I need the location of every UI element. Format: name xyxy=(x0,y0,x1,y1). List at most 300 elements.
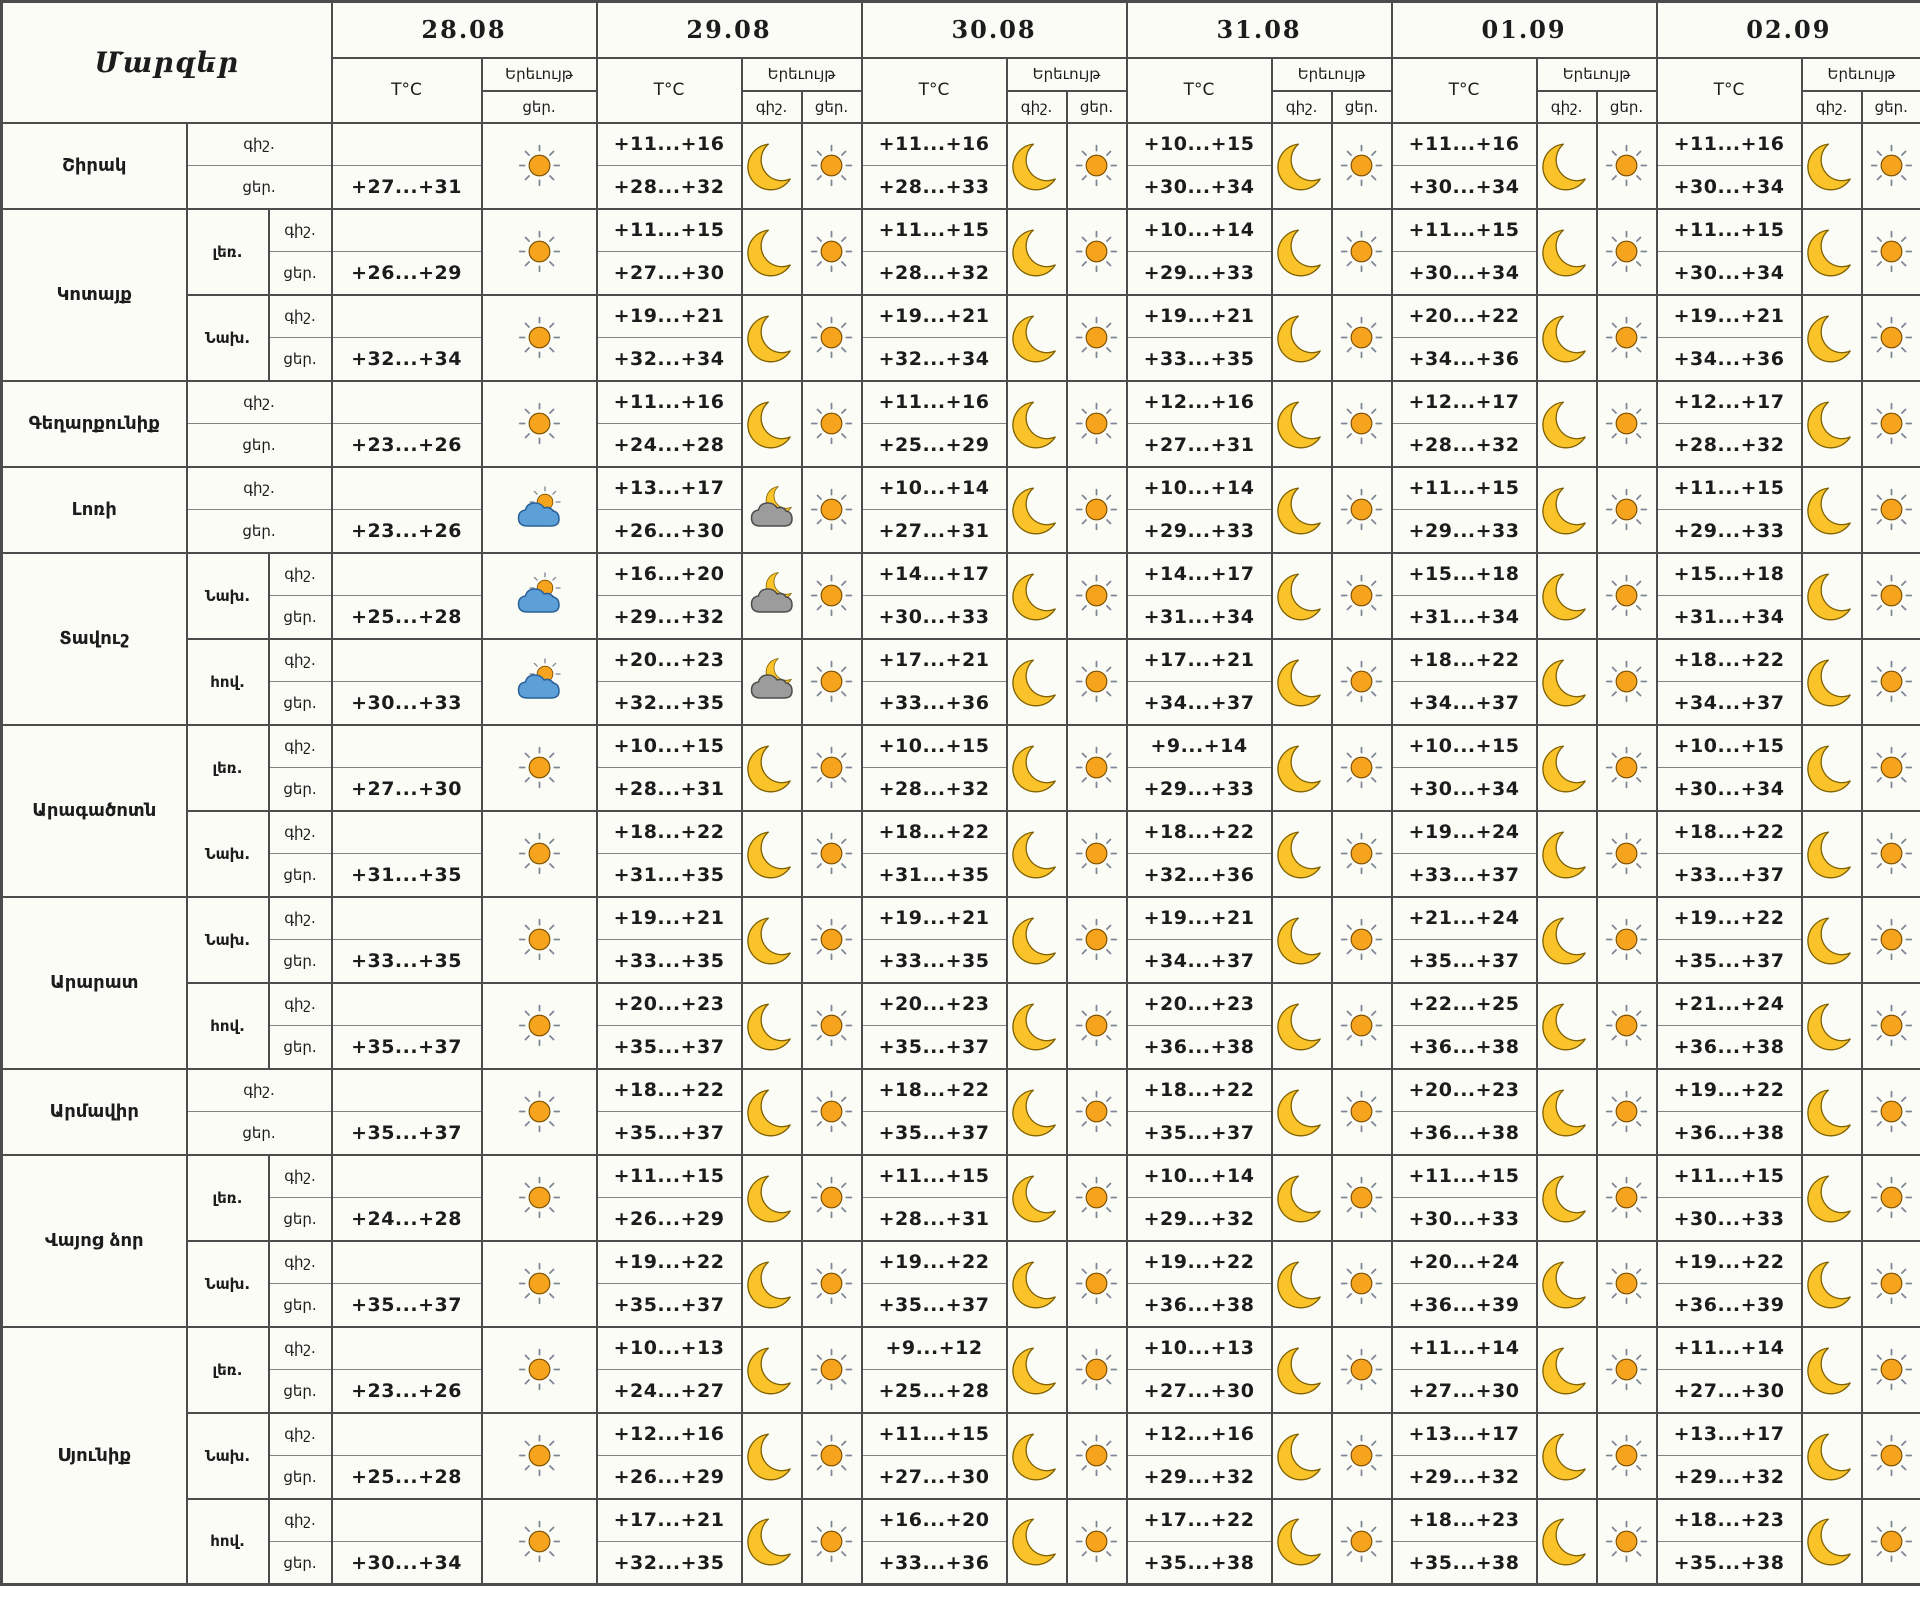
day-temp-cell: +26...+29 xyxy=(597,1456,742,1499)
day-temp-cell: +23...+26 xyxy=(332,510,482,553)
moon-icon xyxy=(1011,742,1063,794)
sun-icon xyxy=(1869,573,1914,618)
day-temp-cell: +29...+33 xyxy=(1392,510,1537,553)
day-row-label: ցեր. xyxy=(269,1198,332,1241)
moon-icon xyxy=(746,1515,798,1567)
day-weather-icon-cell xyxy=(1597,381,1657,467)
day-weather-icon-cell xyxy=(1332,209,1392,295)
day-weather-icon-cell xyxy=(1332,553,1392,639)
day-weather-icon-cell xyxy=(1597,1413,1657,1499)
day-weather-icon-cell xyxy=(1597,295,1657,381)
day-temp-cell: +33...+35 xyxy=(862,940,1007,983)
night-temp-cell: +17...+21 xyxy=(1127,639,1272,682)
night-temp-cell: +12...+16 xyxy=(1127,1413,1272,1456)
night-weather-icon-cell xyxy=(1007,295,1067,381)
forecast-row-night xyxy=(2,295,1920,338)
night-weather-icon-cell xyxy=(742,639,802,725)
sun-icon xyxy=(809,401,854,446)
night-temp-cell xyxy=(332,1327,482,1370)
day-weather-icon-cell xyxy=(1067,1413,1127,1499)
night-temp-cell: +18...+22 xyxy=(1657,639,1802,682)
day-weather-icon-cell xyxy=(802,295,862,381)
night-col-header: գիշ. xyxy=(1007,91,1067,123)
day-row-label: ցեր. xyxy=(187,424,332,467)
sun-icon xyxy=(1339,573,1384,618)
day-weather-icon-cell xyxy=(1332,811,1392,897)
night-temp-cell: +11...+15 xyxy=(862,1413,1007,1456)
day-temp-cell: +25...+28 xyxy=(862,1370,1007,1413)
day-weather-icon-cell xyxy=(1597,811,1657,897)
day-col-header: ցեր. xyxy=(1597,91,1657,123)
day-weather-icon-cell xyxy=(1597,1241,1657,1327)
moon-icon xyxy=(1276,1000,1328,1052)
night-temp-cell xyxy=(332,467,482,510)
day-col-header: ցեր. xyxy=(802,91,862,123)
night-row-label: գիշ. xyxy=(269,811,332,854)
night-row-label: գիշ. xyxy=(269,639,332,682)
sun-icon xyxy=(1074,401,1119,446)
day-row-label: ցեր. xyxy=(187,510,332,553)
night-temp-cell xyxy=(332,1499,482,1542)
moon-icon xyxy=(1806,914,1858,966)
zone-label: լեռ. xyxy=(187,725,269,811)
sun-icon xyxy=(809,1519,854,1564)
night-temp-cell: +16...+20 xyxy=(862,1499,1007,1542)
night-temp-cell: +11...+15 xyxy=(862,209,1007,252)
day-weather-icon-cell xyxy=(1862,639,1920,725)
moon-icon xyxy=(746,1258,798,1310)
night-temp-cell: +11...+16 xyxy=(597,123,742,166)
night-weather-icon-cell xyxy=(1272,1069,1332,1155)
sun-icon xyxy=(1339,315,1384,360)
sun-icon xyxy=(1604,1089,1649,1134)
night-temp-cell: +11...+15 xyxy=(862,1155,1007,1198)
sun-icon xyxy=(1604,487,1649,532)
day-temp-cell: +36...+38 xyxy=(1127,1026,1272,1069)
moon-icon xyxy=(1806,1430,1858,1482)
moon-icon xyxy=(1541,914,1593,966)
day-temp-cell: +30...+33 xyxy=(1392,1198,1537,1241)
day-weather-icon-cell xyxy=(482,1241,597,1327)
night-weather-icon-cell xyxy=(1537,1413,1597,1499)
sun-icon xyxy=(1604,573,1649,618)
night-temp-cell: +11...+15 xyxy=(1392,1155,1537,1198)
day-row-label: ցեր. xyxy=(269,252,332,295)
night-weather-icon-cell xyxy=(742,1241,802,1327)
day-weather-icon-cell xyxy=(1067,725,1127,811)
day-row-label: ցեր. xyxy=(269,768,332,811)
night-weather-icon-cell xyxy=(742,381,802,467)
day-weather-icon-cell xyxy=(1862,467,1920,553)
sun-icon xyxy=(1339,917,1384,962)
night-temp-cell xyxy=(332,725,482,768)
sun-icon xyxy=(1869,315,1914,360)
day-temp-cell: +30...+34 xyxy=(1392,166,1537,209)
day-row-label: ցեր. xyxy=(269,940,332,983)
night-weather-icon-cell xyxy=(1272,467,1332,553)
forecast-row-night xyxy=(2,1499,1920,1542)
night-temp-cell: +9...+14 xyxy=(1127,725,1272,768)
night-weather-icon-cell xyxy=(1802,209,1862,295)
sun-icon xyxy=(1074,1261,1119,1306)
sun-icon xyxy=(517,1175,562,1220)
night-weather-icon-cell xyxy=(1007,897,1067,983)
region-name: Շիրակ xyxy=(2,123,187,209)
night-weather-icon-cell xyxy=(1007,1241,1067,1327)
sun-icon xyxy=(1074,143,1119,188)
sun-icon xyxy=(517,229,562,274)
day-temp-cell: +28...+32 xyxy=(1657,424,1802,467)
moon-icon xyxy=(1541,484,1593,536)
day-temp-cell: +34...+37 xyxy=(1127,940,1272,983)
night-temp-cell xyxy=(332,1155,482,1198)
day-weather-icon-cell xyxy=(1332,1241,1392,1327)
day-row-label: ցեր. xyxy=(269,854,332,897)
moon-icon xyxy=(1806,828,1858,880)
night-weather-icon-cell xyxy=(742,1499,802,1585)
moon-icon xyxy=(1806,656,1858,708)
moon-icon xyxy=(1011,1258,1063,1310)
moon-icon xyxy=(1276,1344,1328,1396)
moon-icon xyxy=(1276,1172,1328,1224)
night-weather-icon-cell xyxy=(1007,467,1067,553)
sun-behind-cloud-icon xyxy=(514,657,564,707)
date-header: 29.08 xyxy=(597,2,862,58)
night-temp-cell: +17...+22 xyxy=(1127,1499,1272,1542)
moon-icon xyxy=(1541,1258,1593,1310)
day-temp-cell: +27...+30 xyxy=(1657,1370,1802,1413)
region-name: Կոտայք xyxy=(2,209,187,381)
forecast-row-night xyxy=(2,123,1920,166)
moon-icon xyxy=(746,914,798,966)
day-weather-icon-cell xyxy=(1862,1327,1920,1413)
night-weather-icon-cell xyxy=(1802,1413,1862,1499)
night-temp-cell: +18...+22 xyxy=(1657,811,1802,854)
moon-icon xyxy=(1276,570,1328,622)
night-temp-cell: +14...+17 xyxy=(862,553,1007,596)
day-weather-icon-cell xyxy=(1597,553,1657,639)
day-temp-cell: +27...+30 xyxy=(1127,1370,1272,1413)
day-weather-icon-cell xyxy=(1597,1327,1657,1413)
moon-icon xyxy=(746,226,798,278)
night-weather-icon-cell xyxy=(1537,467,1597,553)
night-weather-icon-cell xyxy=(1537,1499,1597,1585)
day-weather-icon-cell xyxy=(482,1069,597,1155)
night-temp-cell: +11...+16 xyxy=(597,381,742,424)
night-weather-icon-cell xyxy=(1802,467,1862,553)
night-weather-icon-cell xyxy=(1537,725,1597,811)
night-temp-cell: +11...+15 xyxy=(1392,467,1537,510)
day-temp-cell: +28...+31 xyxy=(862,1198,1007,1241)
night-temp-cell: +12...+17 xyxy=(1657,381,1802,424)
day-row-label: ցեր. xyxy=(269,1026,332,1069)
night-temp-cell: +11...+16 xyxy=(862,123,1007,166)
moon-icon xyxy=(1011,570,1063,622)
night-temp-cell: +16...+20 xyxy=(597,553,742,596)
night-temp-cell: +19...+24 xyxy=(1392,811,1537,854)
phenomenon-header: Երեւույթ xyxy=(482,58,597,91)
night-temp-cell: +11...+15 xyxy=(1392,209,1537,252)
night-temp-cell: +19...+22 xyxy=(597,1241,742,1284)
moon-icon xyxy=(1806,1000,1858,1052)
night-weather-icon-cell xyxy=(742,983,802,1069)
sun-icon xyxy=(1604,745,1649,790)
day-temp-cell: +33...+36 xyxy=(862,1542,1007,1585)
night-temp-cell: +18...+23 xyxy=(1392,1499,1537,1542)
night-weather-icon-cell xyxy=(1272,1499,1332,1585)
phenomenon-header: Երեւույթ xyxy=(1272,58,1392,91)
day-row-label: ցեր. xyxy=(269,682,332,725)
moon-icon xyxy=(746,1430,798,1482)
zone-label: հով. xyxy=(187,639,269,725)
day-weather-icon-cell xyxy=(1597,639,1657,725)
temp-unit-header: T°C xyxy=(1127,58,1272,123)
night-temp-cell: +10...+15 xyxy=(1127,123,1272,166)
day-temp-cell: +27...+30 xyxy=(1392,1370,1537,1413)
night-temp-cell: +19...+21 xyxy=(862,897,1007,940)
day-temp-cell: +36...+38 xyxy=(1392,1112,1537,1155)
moon-icon xyxy=(1806,742,1858,794)
day-weather-icon-cell xyxy=(802,1155,862,1241)
sun-icon xyxy=(1604,229,1649,274)
day-weather-icon-cell xyxy=(802,1241,862,1327)
moon-icon xyxy=(1276,742,1328,794)
night-weather-icon-cell xyxy=(742,897,802,983)
day-temp-cell: +24...+28 xyxy=(332,1198,482,1241)
sun-icon xyxy=(1074,573,1119,618)
sun-icon xyxy=(1604,917,1649,962)
day-temp-cell: +35...+37 xyxy=(597,1112,742,1155)
day-temp-cell: +33...+35 xyxy=(597,940,742,983)
night-temp-cell: +19...+22 xyxy=(1657,897,1802,940)
day-temp-cell: +35...+37 xyxy=(332,1284,482,1327)
day-weather-icon-cell xyxy=(802,897,862,983)
moon-icon xyxy=(1541,570,1593,622)
day-temp-cell: +27...+31 xyxy=(1127,424,1272,467)
sun-icon xyxy=(1339,831,1384,876)
day-row-label: ցեր. xyxy=(187,166,332,209)
day-weather-icon-cell xyxy=(802,1327,862,1413)
day-weather-icon-cell xyxy=(1332,1069,1392,1155)
zone-label: Նախ. xyxy=(187,295,269,381)
day-temp-cell: +29...+32 xyxy=(1392,1456,1537,1499)
night-temp-cell: +19...+21 xyxy=(1127,897,1272,940)
moon-icon xyxy=(1011,312,1063,364)
moon-icon xyxy=(1541,312,1593,364)
night-row-label: գիշ. xyxy=(269,553,332,596)
day-row-label: ցեր. xyxy=(269,1370,332,1413)
moon-icon xyxy=(1541,1344,1593,1396)
night-weather-icon-cell xyxy=(1272,553,1332,639)
night-weather-icon-cell xyxy=(1007,1155,1067,1241)
sun-icon xyxy=(809,745,854,790)
sun-icon xyxy=(1339,1175,1384,1220)
zone-label: Նախ. xyxy=(187,1241,269,1327)
night-temp-cell: +11...+16 xyxy=(1392,123,1537,166)
night-temp-cell xyxy=(332,1413,482,1456)
night-temp-cell: +11...+15 xyxy=(1657,467,1802,510)
day-weather-icon-cell xyxy=(802,467,862,553)
day-weather-icon-cell xyxy=(1597,1155,1657,1241)
day-temp-cell: +26...+30 xyxy=(597,510,742,553)
night-temp-cell: +17...+21 xyxy=(597,1499,742,1542)
sun-icon xyxy=(1339,1433,1384,1478)
forecast-row-night xyxy=(2,811,1920,854)
sun-icon xyxy=(1074,1347,1119,1392)
sun-icon xyxy=(1869,1347,1914,1392)
day-temp-cell: +30...+34 xyxy=(1392,252,1537,295)
sun-icon xyxy=(809,1261,854,1306)
night-temp-cell: +12...+16 xyxy=(597,1413,742,1456)
sun-icon xyxy=(1869,1089,1914,1134)
day-col-header: ցեր. xyxy=(1067,91,1127,123)
night-weather-icon-cell xyxy=(1007,123,1067,209)
sun-icon xyxy=(1339,1519,1384,1564)
zone-label: հով. xyxy=(187,983,269,1069)
day-temp-cell: +35...+37 xyxy=(1127,1112,1272,1155)
night-weather-icon-cell xyxy=(1272,1155,1332,1241)
day-temp-cell: +35...+37 xyxy=(332,1112,482,1155)
night-weather-icon-cell xyxy=(742,1069,802,1155)
night-temp-cell: +19...+21 xyxy=(597,295,742,338)
day-temp-cell: +27...+30 xyxy=(332,768,482,811)
moon-icon xyxy=(746,828,798,880)
moon-icon xyxy=(746,1000,798,1052)
region-name: Գեղարքունիք xyxy=(2,381,187,467)
night-row-label: գիշ. xyxy=(269,1413,332,1456)
night-weather-icon-cell xyxy=(742,553,802,639)
day-weather-icon-cell xyxy=(482,123,597,209)
day-temp-cell: +34...+37 xyxy=(1127,682,1272,725)
sun-icon xyxy=(1869,917,1914,962)
day-weather-icon-cell xyxy=(482,1155,597,1241)
night-weather-icon-cell xyxy=(1007,1327,1067,1413)
day-row-label: ցեր. xyxy=(187,1112,332,1155)
sun-icon xyxy=(809,917,854,962)
sun-icon xyxy=(1604,831,1649,876)
night-weather-icon-cell xyxy=(1272,983,1332,1069)
day-temp-cell: +32...+35 xyxy=(597,682,742,725)
night-temp-cell: +13...+17 xyxy=(1392,1413,1537,1456)
moon-behind-cloud-icon xyxy=(747,571,797,621)
day-temp-cell: +33...+37 xyxy=(1392,854,1537,897)
night-temp-cell: +9...+12 xyxy=(862,1327,1007,1370)
night-row-label: գիշ. xyxy=(187,1069,332,1112)
night-weather-icon-cell xyxy=(1007,553,1067,639)
day-temp-cell: +31...+34 xyxy=(1657,596,1802,639)
day-weather-icon-cell xyxy=(1067,209,1127,295)
day-weather-icon-cell xyxy=(1862,983,1920,1069)
day-weather-icon-cell xyxy=(802,725,862,811)
day-temp-cell: +28...+32 xyxy=(1392,424,1537,467)
moon-icon xyxy=(1806,398,1858,450)
night-col-header: գիշ. xyxy=(1537,91,1597,123)
sun-icon xyxy=(809,143,854,188)
moon-icon xyxy=(1011,656,1063,708)
day-temp-cell: +30...+33 xyxy=(1657,1198,1802,1241)
sun-icon xyxy=(1074,831,1119,876)
night-temp-cell: +18...+23 xyxy=(1657,1499,1802,1542)
night-temp-cell xyxy=(332,1069,482,1112)
day-weather-icon-cell xyxy=(1332,381,1392,467)
day-temp-cell: +35...+37 xyxy=(332,1026,482,1069)
day-weather-icon-cell xyxy=(1332,1413,1392,1499)
day-weather-icon-cell xyxy=(482,295,597,381)
night-temp-cell: +20...+23 xyxy=(597,639,742,682)
night-temp-cell: +13...+17 xyxy=(597,467,742,510)
sun-icon xyxy=(1869,1433,1914,1478)
night-temp-cell: +20...+23 xyxy=(1127,983,1272,1026)
region-name: Լոռի xyxy=(2,467,187,553)
day-temp-cell: +29...+32 xyxy=(597,596,742,639)
moon-icon xyxy=(1541,226,1593,278)
moon-icon xyxy=(1276,1515,1328,1567)
sun-icon xyxy=(1869,831,1914,876)
day-weather-icon-cell xyxy=(1067,897,1127,983)
day-weather-icon-cell xyxy=(802,381,862,467)
sun-icon xyxy=(1339,1003,1384,1048)
sun-icon xyxy=(1339,1347,1384,1392)
night-weather-icon-cell xyxy=(1272,381,1332,467)
night-temp-cell: +10...+14 xyxy=(862,467,1007,510)
night-temp-cell: +11...+14 xyxy=(1657,1327,1802,1370)
day-temp-cell: +36...+38 xyxy=(1657,1026,1802,1069)
night-temp-cell: +19...+22 xyxy=(1127,1241,1272,1284)
night-temp-cell xyxy=(332,639,482,682)
night-weather-icon-cell xyxy=(1802,639,1862,725)
day-weather-icon-cell xyxy=(1597,983,1657,1069)
sun-icon xyxy=(809,1003,854,1048)
date-header: 31.08 xyxy=(1127,2,1392,58)
day-temp-cell: +28...+33 xyxy=(862,166,1007,209)
night-temp-cell: +18...+22 xyxy=(1392,639,1537,682)
night-temp-cell: +18...+22 xyxy=(597,811,742,854)
sun-icon xyxy=(1074,1003,1119,1048)
sun-icon xyxy=(1339,1089,1384,1134)
night-temp-cell: +17...+21 xyxy=(862,639,1007,682)
day-weather-icon-cell xyxy=(482,381,597,467)
night-row-label: գիշ. xyxy=(269,1327,332,1370)
day-weather-icon-cell xyxy=(482,467,597,553)
day-temp-cell: +29...+32 xyxy=(1127,1198,1272,1241)
date-header: 01.09 xyxy=(1392,2,1657,58)
day-temp-cell: +31...+35 xyxy=(597,854,742,897)
night-temp-cell xyxy=(332,897,482,940)
night-temp-cell: +19...+21 xyxy=(1657,295,1802,338)
day-weather-icon-cell xyxy=(1862,209,1920,295)
day-temp-cell: +25...+29 xyxy=(862,424,1007,467)
day-temp-cell: +31...+34 xyxy=(1127,596,1272,639)
sun-icon xyxy=(517,1433,562,1478)
night-row-label: գիշ. xyxy=(269,1241,332,1284)
night-temp-cell: +18...+22 xyxy=(597,1069,742,1112)
night-weather-icon-cell xyxy=(1007,983,1067,1069)
day-weather-icon-cell xyxy=(1332,897,1392,983)
moon-icon xyxy=(1806,1344,1858,1396)
night-weather-icon-cell xyxy=(1537,553,1597,639)
moon-icon xyxy=(746,312,798,364)
day-temp-cell: +32...+34 xyxy=(597,338,742,381)
moon-icon xyxy=(1541,1430,1593,1482)
day-temp-cell: +36...+38 xyxy=(1657,1112,1802,1155)
moon-icon xyxy=(1806,312,1858,364)
phenomenon-header: Երեւույթ xyxy=(1802,58,1920,91)
day-weather-icon-cell xyxy=(1332,725,1392,811)
night-weather-icon-cell xyxy=(1272,295,1332,381)
day-weather-icon-cell xyxy=(1332,1327,1392,1413)
sun-icon xyxy=(1869,1175,1914,1220)
night-temp-cell: +18...+22 xyxy=(862,811,1007,854)
